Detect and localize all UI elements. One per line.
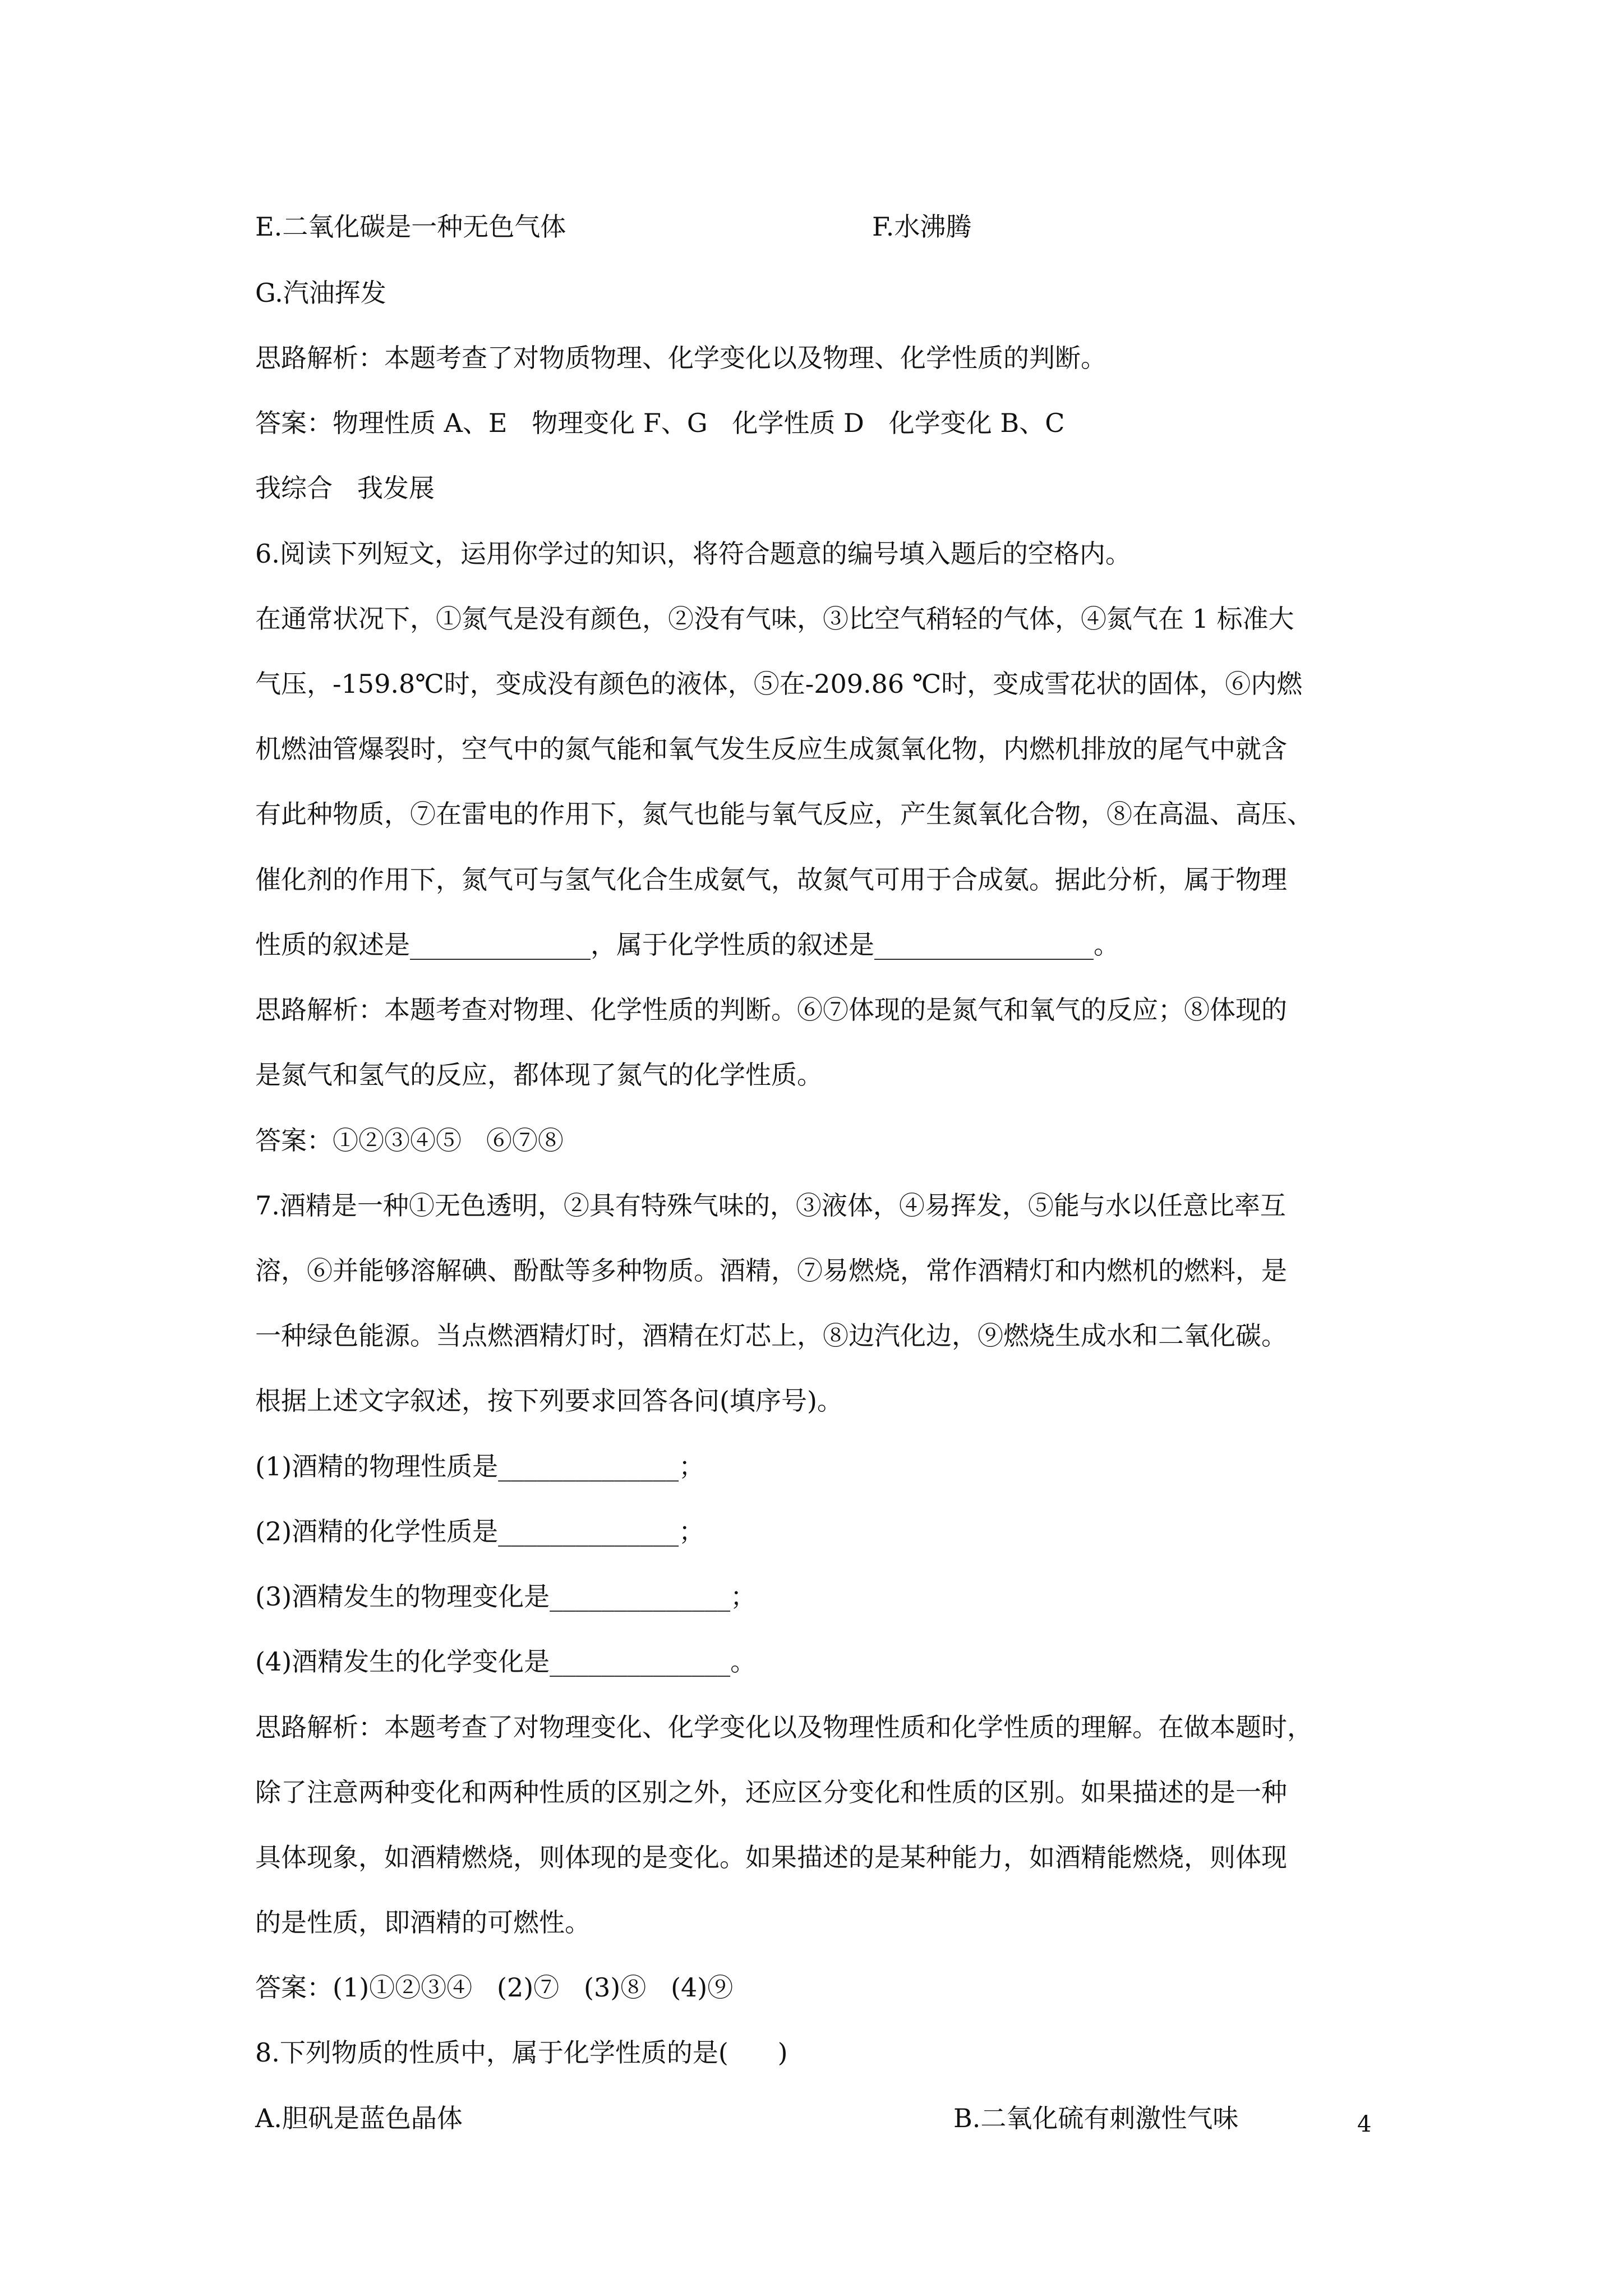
option-f: F.水沸腾 xyxy=(872,211,972,242)
analysis-6: 思路解析：本题考查对物理、化学性质的判断。⑥⑦体现的是氮气和氧气的反应；⑧体现的 xyxy=(255,995,1287,1025)
option-g: G.汽油挥发 xyxy=(255,278,386,308)
question-6: 6.阅读下列短文，运用你学过的知识，将符合题意的编号填入题后的空格内。 xyxy=(255,539,1131,569)
analysis-7: 除了注意两种变化和两种性质的区别之外，还应区分变化和性质的区别。如果描述的是一种 xyxy=(255,1777,1287,1807)
answer-5: 答案：物理性质 A、E 物理变化 F、G 化学性质 D 化学变化 B、C xyxy=(255,408,1065,438)
section-heading: 我综合 我发展 xyxy=(255,473,435,503)
question-6-text: 在通常状况下，①氮气是没有颜色，②没有气味，③比空气稍轻的气体，④氮气在 1 标准大 xyxy=(255,604,1294,634)
question-7-text: 溶，⑥并能够溶解碘、酚酞等多种物质。酒精，⑦易燃烧，常作酒精灯和内燃机的燃料，是 xyxy=(255,1255,1287,1286)
analysis-7: 思路解析：本题考查了对物理变化、化学变化以及物理性质和化学性质的理解。在做本题时， xyxy=(255,1712,1313,1742)
option-e: E.二氧化碳是一种无色气体 xyxy=(255,211,566,242)
analysis-6: 是氮气和氢气的反应，都体现了氮气的化学性质。 xyxy=(255,1060,823,1090)
option-a: A.胆矾是蓝色晶体 xyxy=(255,2103,463,2133)
question-7-text: 根据上述文字叙述，按下列要求回答各问(填序号)。 xyxy=(255,1386,843,1416)
question-7-part-1: (1)酒精的物理性质是______________； xyxy=(255,1451,705,1481)
analysis-7: 的是性质，即酒精的可燃性。 xyxy=(255,1907,591,1938)
analysis-7: 具体现象，如酒精燃烧，则体现的是变化。如果描述的是某种能力，如酒精能燃烧，则体现 xyxy=(255,1842,1287,1872)
question-6-text: 机燃油管爆裂时，空气中的氮气能和氧气发生反应生成氮氧化物，内燃机排放的尾气中就含 xyxy=(255,734,1287,764)
question-7-text: 一种绿色能源。当点燃酒精灯时，酒精在灯芯上，⑧边汽化边，⑨燃烧生成水和二氧化碳。 xyxy=(255,1320,1287,1351)
question-6-blanks: 性质的叙述是______________，属于化学性质的叙述是_________________。 xyxy=(255,930,1119,960)
question-7-part-3: (3)酒精发生的物理变化是______________； xyxy=(255,1581,757,1612)
answer-6: 答案：①②③④⑤ ⑥⑦⑧ xyxy=(255,1125,564,1156)
question-6-text: 催化剂的作用下，氮气可与氢气化合生成氨气，故氮气可用于合成氨。据此分析，属于物理 xyxy=(255,864,1287,895)
answer-7: 答案：(1)①②③④ (2)⑦ (3)⑧ (4)⑨ xyxy=(255,1972,734,2003)
question-7-part-2: (2)酒精的化学性质是______________； xyxy=(255,1516,705,1547)
question-6-text: 气压，-159.8℃时，变成没有颜色的液体，⑤在-209.86 ℃时，变成雪花状的固体，⑥内燃 xyxy=(255,669,1303,699)
question-8: 8.下列物质的性质中，属于化学性质的是( ) xyxy=(255,2037,788,2068)
question-6-text: 有此种物质，⑦在雷电的作用下，氮气也能与氧气反应，产生氮氧化合物，⑧在高温、高压、 xyxy=(255,799,1313,829)
question-7-part-4: (4)酒精发生的化学变化是______________。 xyxy=(255,1646,757,1677)
option-b: B.二氧化硫有刺激性气味 xyxy=(953,2103,1239,2133)
question-7: 7.酒精是一种①无色透明，②具有特殊气味的，③液体，④易挥发，⑤能与水以任意比率互 xyxy=(255,1190,1286,1221)
analysis-5: 思路解析：本题考查了对物质物理、化学变化以及物理、化学性质的判断。 xyxy=(255,343,1106,373)
page-number: 4 xyxy=(1357,2111,1372,2137)
